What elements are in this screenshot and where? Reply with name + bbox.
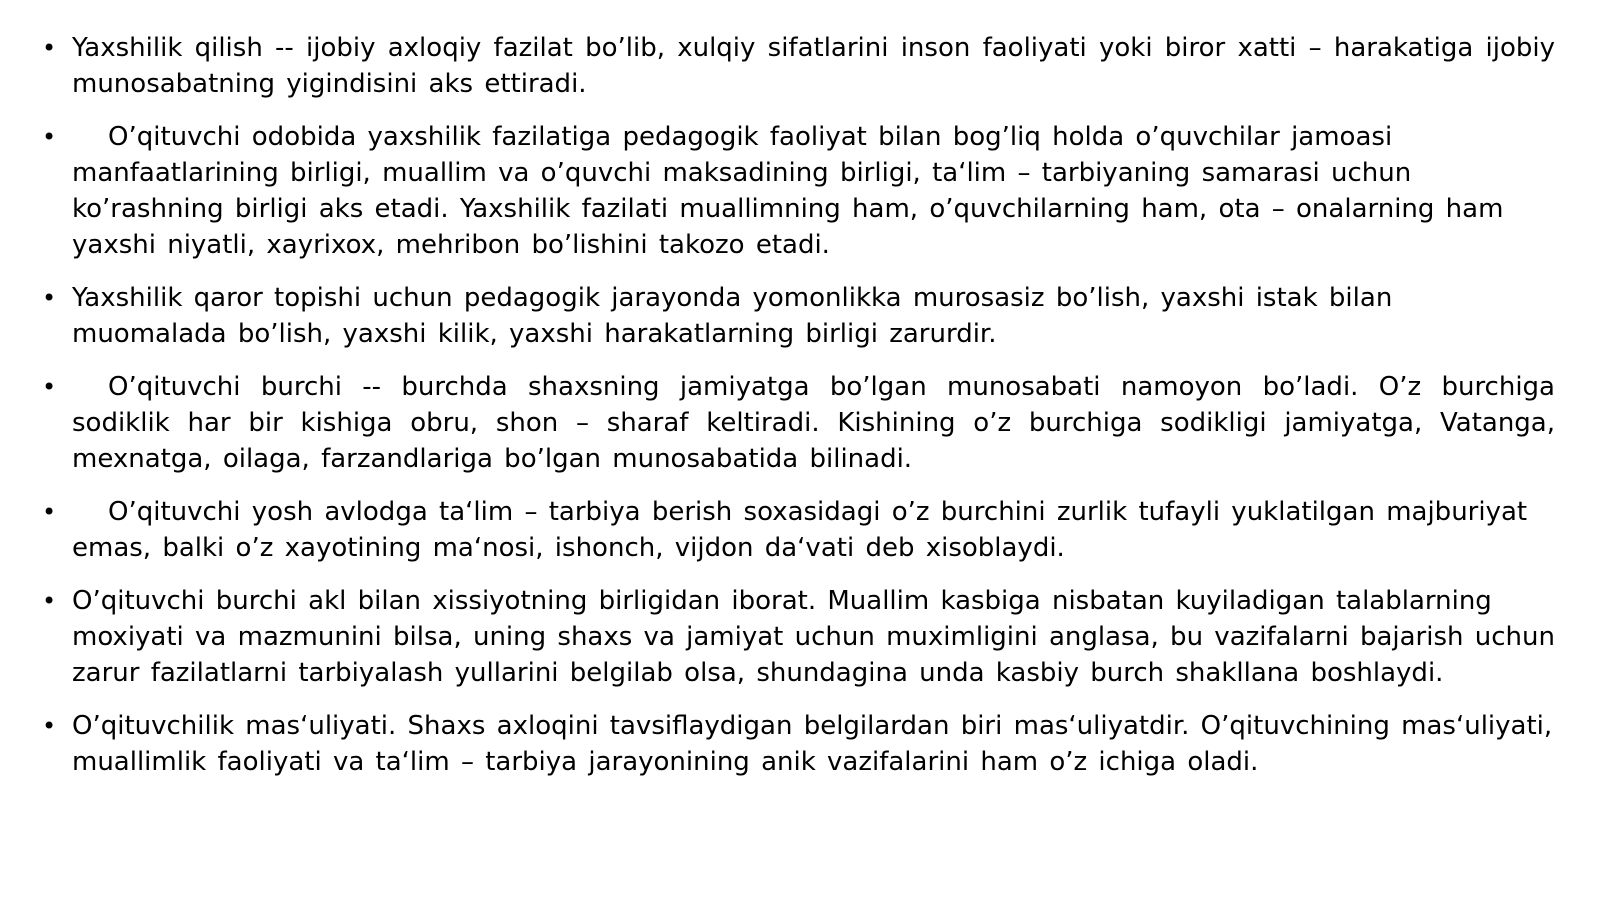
bullet-text: Yaxshilik qilish -- ijobiy axloqiy fazilat bo’lib, xulqiy sifatlarini inson faoliyati yoki biror xatti – harakatiga ijobiy munosabatning yigindisini aks ettiradi. bbox=[72, 33, 1555, 99]
bullet-item-4 bbox=[40, 369, 1555, 477]
bullet-item-2 bbox=[40, 119, 1555, 263]
bullet-dot-icon: • bbox=[42, 587, 57, 615]
bullet-item-6 bbox=[40, 583, 1555, 691]
bullet-dot-icon: • bbox=[42, 498, 57, 526]
bullet-item-3 bbox=[40, 280, 1555, 352]
bullet-item-7 bbox=[40, 708, 1555, 780]
bullet-text: O’qituvchi burchi -- burchda shaxsning jamiyatga bo’lgan munosabati namoyon bo’ladi. O’z burchiga sodiklik har bir kishiga obru, shon – sharaf keltiradi. Kishining o’z burchiga sodikligi jamiyatga, Vatanga, mexnatga, oilaga, farzandlariga bo’lgan munosabatida bilinadi. bbox=[72, 372, 1555, 474]
bullet-dot-icon: • bbox=[42, 712, 57, 740]
bullet-dot-icon: • bbox=[42, 123, 57, 151]
bullet-item-1 bbox=[40, 30, 1555, 102]
bullet-dot-icon: • bbox=[42, 34, 57, 62]
bullet-dot-icon: • bbox=[42, 373, 57, 401]
bullet-text: O’qituvchi yosh avlodga ta‘lim – tarbiya berish soxasidagi o’z burchini zurlik tufayli yuklatilgan majburiyat emas, balki o’z xayotining ma‘nosi, ishonch, vijdon da‘vati deb xisoblaydi. bbox=[72, 497, 1528, 563]
bullet-text: O’qituvchi odobida yaxshilik fazilatiga pedagogik faoliyat bilan bog’liq holda o’quvchilar jamoasi manfaatlarining birligi, muallim va o’quvchi maksadining birligi, ta‘lim – tarbiyaning samarasi uchun ko’rashning birligi aks etadi. Yaxshilik fazilati muallimning ham, o’quvchilarning ham, ota – onalarning ham yaxshi niyatli, xayrixox, mehribon bo’lishini takozo etadi. bbox=[72, 122, 1504, 260]
bullet-item-5 bbox=[40, 494, 1555, 566]
bullet-text: Yaxshilik qaror topishi uchun pedagogik jarayonda yomonlikka murosasiz bo’lish, yaxshi istak bilan muomalada bo’lish, yaxshi kilik, yaxshi harakatlarning birligi zarurdir. bbox=[72, 283, 1393, 349]
bullet-text: O’qituvchi burchi akl bilan xissiyotning birligidan iborat. Muallim kasbiga nisbatan kuyiladigan talablarning moxiyati va mazmunini bilsa, uning shaxs va jamiyat uchun muximligini anglasa, bu vazifalarni bajarish uchun zarur fazilatlarni tarbiyalash yullarini belgilab olsa, shundagina unda kasbiy burch shakllana boshlaydi. bbox=[72, 586, 1555, 688]
bullet-text: O’qituvchilik mas‘uliyati. Shaxs axloqini tavsiflaydigan belgilardan biri mas‘uliyatdir. O’qituvchining mas‘uliyati, muallimlik faoliyati va ta‘lim – tarbiya jarayonining anik vazifalarini ham o’z ichiga oladi. bbox=[72, 711, 1553, 777]
bullet-dot-icon: • bbox=[42, 284, 57, 312]
bullet-list bbox=[40, 30, 1555, 780]
